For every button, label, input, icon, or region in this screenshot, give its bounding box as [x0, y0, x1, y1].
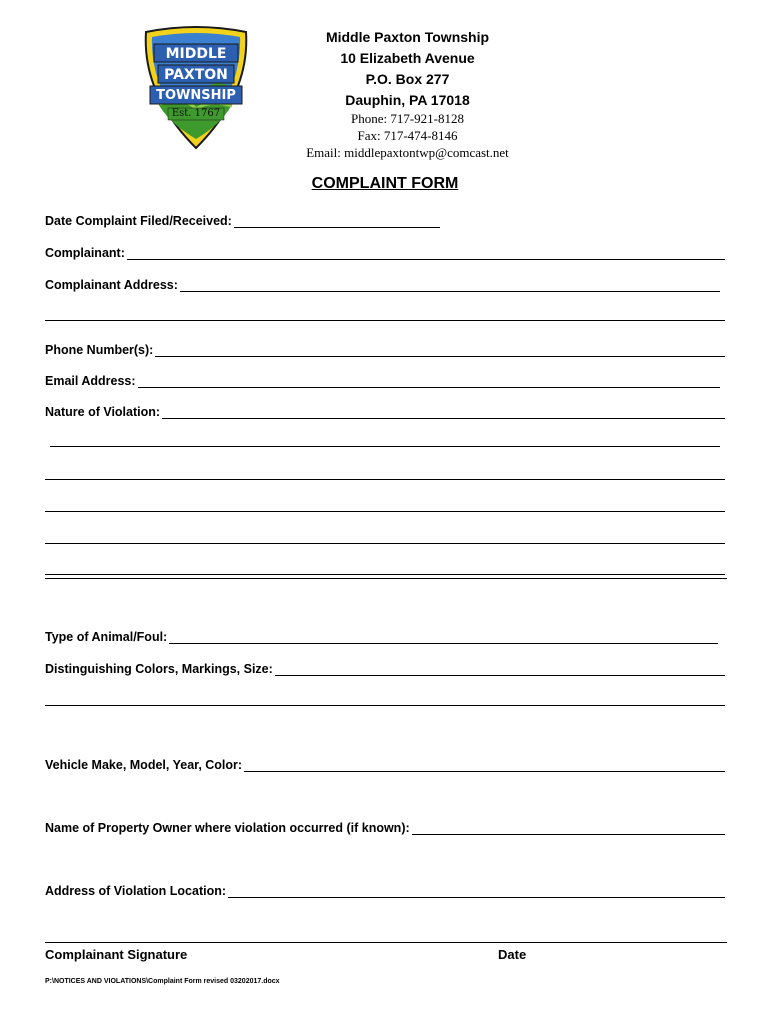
footer-file-path: P:\NOTICES AND VIOLATIONS\Complaint Form revised 03202017.docx: [45, 978, 280, 985]
complainant-address-line[interactable]: [180, 278, 720, 292]
owner-line[interactable]: [412, 821, 725, 835]
signature-label: Complainant Signature: [45, 947, 188, 962]
address-blank-line[interactable]: [45, 320, 725, 321]
email-label: Email Address:: [45, 374, 136, 388]
phone-line: Phone: 717-921-8128: [350, 111, 465, 126]
animal-field[interactable]: [45, 626, 718, 644]
signature-line[interactable]: [45, 942, 727, 943]
logo-line-4: Est. 1767: [171, 108, 221, 119]
email-line[interactable]: [138, 374, 720, 388]
markings-label: Distinguishing Colors, Markings, Size:: [45, 662, 273, 676]
violation-blank-line-3[interactable]: [45, 511, 725, 512]
email-field[interactable]: [45, 370, 720, 388]
violation-line[interactable]: [162, 405, 725, 419]
logo-line-2: PAXTON: [164, 67, 228, 83]
animal-label: Type of Animal/Foul:: [45, 630, 168, 644]
markings-field[interactable]: [45, 658, 725, 676]
date-filed-field[interactable]: [45, 210, 440, 228]
street-address: 10 Elizabeth Avenue: [340, 50, 475, 66]
complainant-address-label: Complainant Address:: [45, 278, 178, 292]
form-title: COMPLAINT FORM: [311, 175, 459, 192]
violation-blank-line-5[interactable]: [45, 574, 725, 575]
location-line[interactable]: [228, 884, 725, 898]
owner-label: Name of Property Owner where violation occurred (if known):: [45, 821, 410, 835]
logo-line-3: TOWNSHIP: [156, 88, 236, 103]
email-line: Email: middlepaxtontwp@comcast.net: [306, 145, 509, 160]
violation-blank-line-1[interactable]: [50, 446, 720, 447]
vehicle-line[interactable]: [244, 758, 725, 772]
vehicle-label: Vehicle Make, Model, Year, Color:: [45, 758, 243, 772]
po-box: P.O. Box 277: [365, 71, 450, 87]
date-filed-label: Date Complaint Filed/Received:: [45, 214, 232, 228]
complainant-field[interactable]: [45, 242, 725, 260]
logo-line-1: MIDDLE: [165, 46, 227, 62]
date-filed-line[interactable]: [234, 214, 440, 228]
township-logo: [140, 24, 252, 152]
complainant-address-field[interactable]: [45, 274, 720, 292]
markings-line[interactable]: [275, 662, 725, 676]
vehicle-field[interactable]: [45, 754, 725, 772]
animal-line[interactable]: [169, 630, 718, 644]
phone-label: Phone Number(s):: [45, 343, 154, 357]
location-field[interactable]: [45, 880, 725, 898]
city-state-zip: Dauphin, PA 17018: [345, 92, 470, 108]
fax-line: Fax: 717-474-8146: [357, 128, 458, 143]
violation-label: Nature of Violation:: [45, 405, 161, 419]
complainant-label: Complainant:: [45, 246, 125, 260]
phone-field[interactable]: [45, 339, 725, 357]
markings-blank-line[interactable]: [45, 705, 725, 706]
location-label: Address of Violation Location:: [45, 884, 227, 898]
complainant-line[interactable]: [127, 246, 725, 260]
owner-field[interactable]: [45, 817, 725, 835]
date-label: Date: [498, 947, 527, 962]
violation-blank-line-4[interactable]: [45, 543, 725, 544]
violation-field[interactable]: [45, 401, 725, 419]
violation-blank-line-2[interactable]: [45, 479, 725, 480]
township-name: Middle Paxton Township: [325, 29, 490, 45]
section-divider: [45, 578, 727, 579]
phone-line[interactable]: [155, 343, 725, 357]
